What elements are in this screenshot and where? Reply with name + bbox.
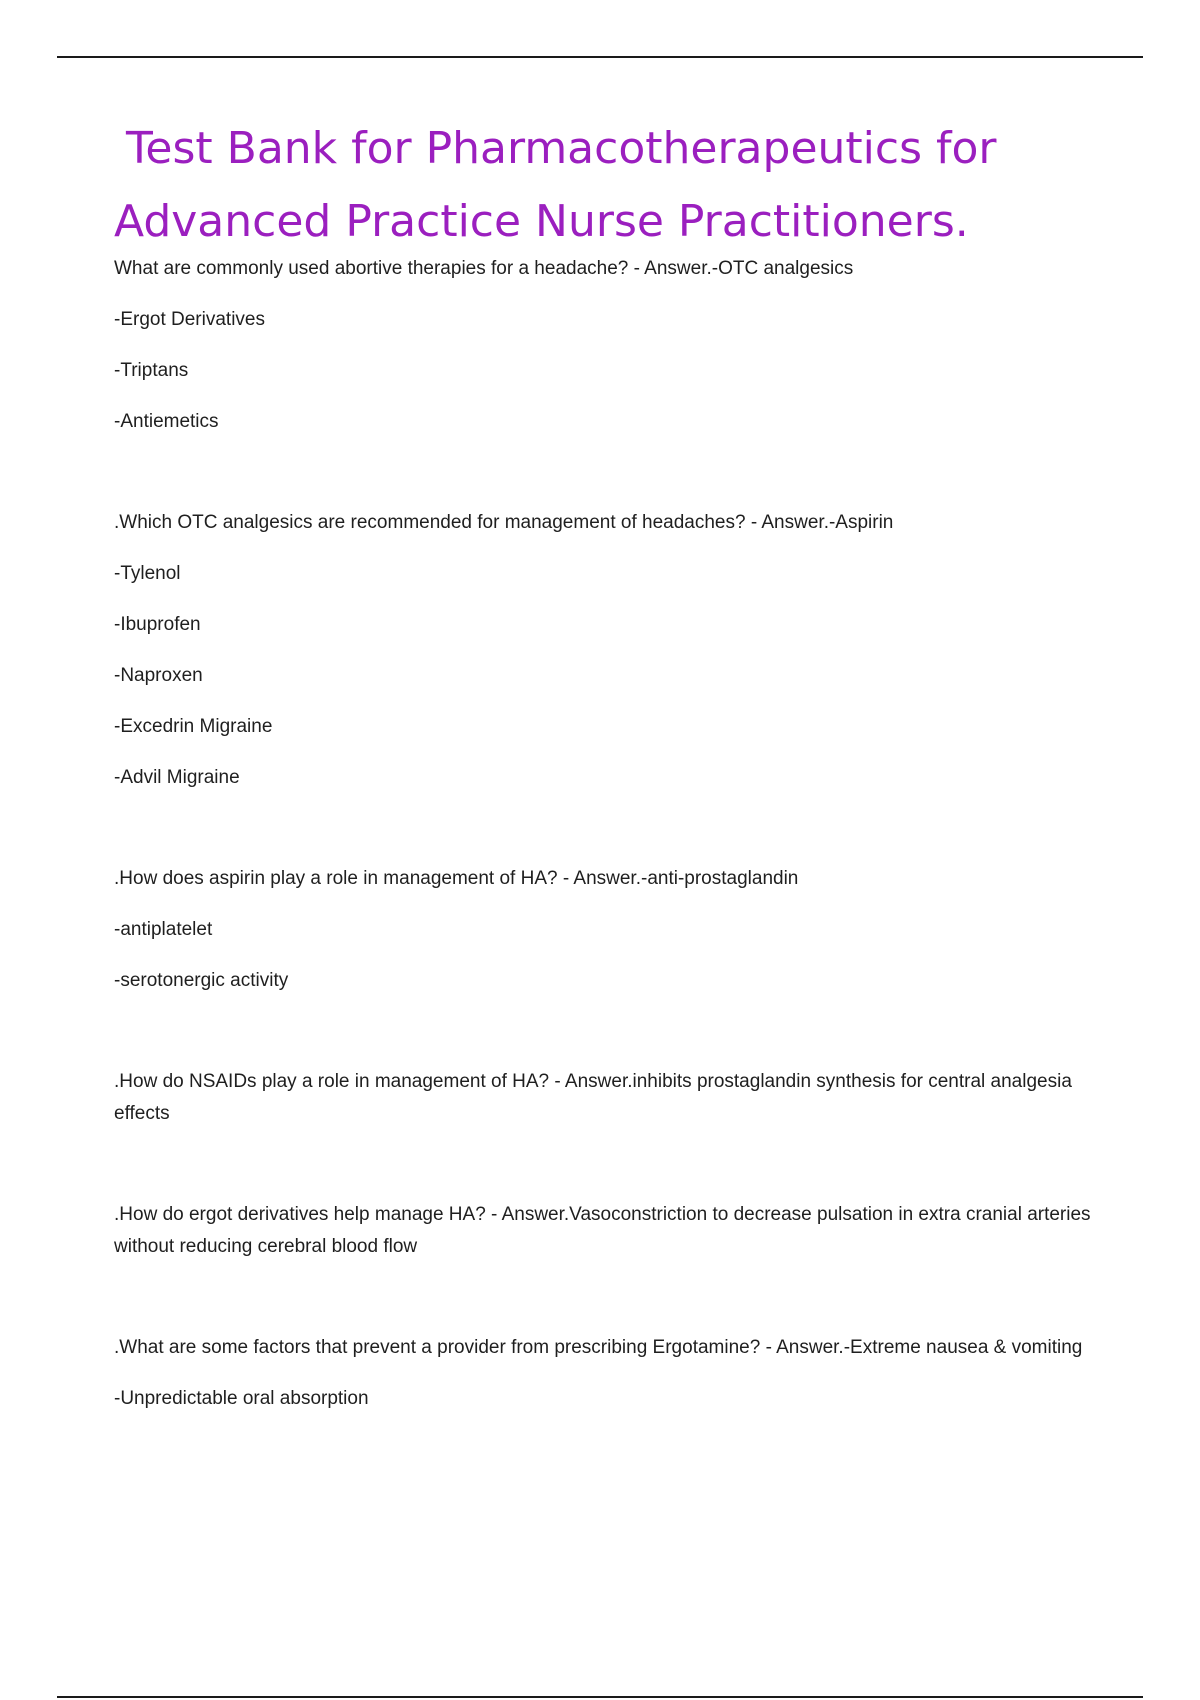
- top-rule: [57, 56, 1143, 58]
- qa-block-2: [114, 507, 1104, 794]
- qa-question: .What are some factors that prevent a provider from prescribing Ergotamine? - Answer.-Extreme nausea & vomiting: [114, 1337, 1083, 1358]
- qa-block-5: [114, 1199, 1104, 1263]
- answer-item: -Antiemetics: [114, 411, 219, 432]
- title-line-2: Advanced Practice Nurse Practitioners.: [114, 196, 969, 247]
- qa-list: [114, 253, 1104, 1415]
- answer-item: -antiplatelet: [114, 919, 213, 940]
- qa-question: .How do NSAIDs play a role in management of HA? - Answer.inhibits prostaglandin synthesis for central analgesia effects: [114, 1071, 1072, 1124]
- qa-block-1: [114, 253, 1104, 438]
- qa-question: What are commonly used abortive therapies for a headache? - Answer.-OTC analgesics: [114, 258, 854, 279]
- answer-item: -Ibuprofen: [114, 614, 201, 635]
- qa-question: .How does aspirin play a role in management of HA? - Answer.-anti-prostaglandin: [114, 868, 799, 889]
- qa-block-4: [114, 1066, 1104, 1130]
- answer-item: -serotonergic activity: [114, 970, 289, 991]
- answer-item: -Advil Migraine: [114, 767, 240, 788]
- answer-item: -Naproxen: [114, 665, 203, 686]
- qa-block-6: [114, 1332, 1104, 1415]
- qa-block-3: [114, 863, 1104, 997]
- answer-item: -Ergot Derivatives: [114, 309, 265, 330]
- qa-question: .Which OTC analgesics are recommended for management of headaches? - Answer.-Aspirin: [114, 512, 894, 533]
- answer-item: -Tylenol: [114, 563, 181, 584]
- document-title: [114, 112, 1114, 258]
- bottom-rule: [57, 1696, 1143, 1698]
- qa-question: .How do ergot derivatives help manage HA? - Answer.Vasoconstriction to decrease pulsation in extra cranial arteries without reducing cerebral blood flow: [114, 1204, 1091, 1257]
- answer-item: -Unpredictable oral absorption: [114, 1388, 369, 1409]
- title-line-1: Test Bank for Pharmacotherapeutics for: [126, 123, 997, 174]
- answer-item: -Triptans: [114, 360, 189, 381]
- answer-item: -Excedrin Migraine: [114, 716, 273, 737]
